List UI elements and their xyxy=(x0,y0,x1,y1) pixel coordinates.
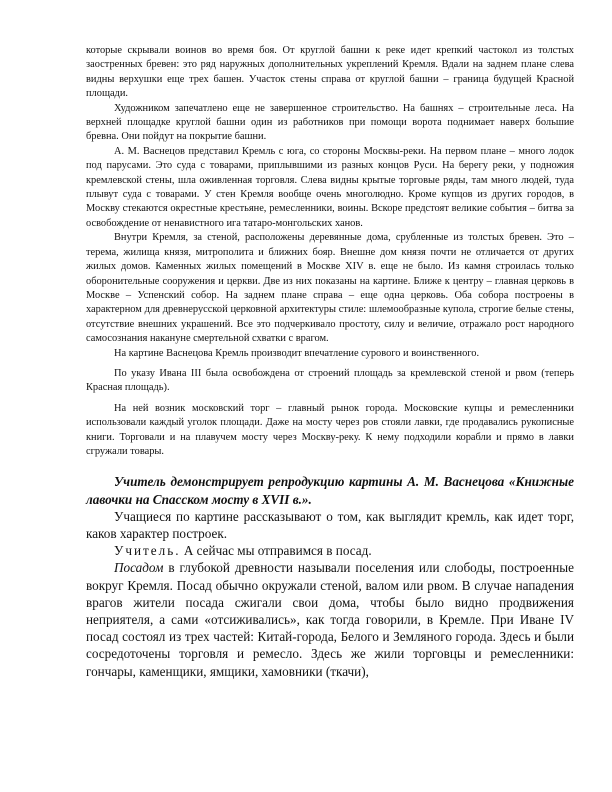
teacher-label: Учитель. xyxy=(114,543,181,559)
paragraph-towers: которые скрывали воинов во время боя. От круглой башни к реке идет крепкий частокол из толстых заостренных бревен: это ряд наружных дополнительных укреплений Кремля. Вдали на заднем плане слева видны верхушки еще трех башен. Участок стены справа от круглой башни – граница будущей Красной площади. xyxy=(86,45,574,100)
paragraph-inside-kremlin: Внутри Кремля, за стеной, расположены деревянные дома, срубленные из толстых бревен. Это – терема, жилища князя, митрополита и ближних бояр. Внешне дом князя почти не отличается от других жилых домов. Каменных жилых помещений в Москве XIV в. еще не было. Из камня строилась только оборонительные сооружения и церкви. Две из них показаны на картине. Ближе к центру – главная церковь в Москве – Успенский собор. На заднем плане справа – еще одна церковь. Оба собора построены в характерном для древнерусской церковной архитектуры стиле: шлемообразные купола, строгие белые стены, отсутствие внешних украшений. Все это подчеркивало простоту, силу и величие, отражало рост народного самосознания накануне смертельной схватки с врагом. xyxy=(86,232,574,345)
document-page xyxy=(86,44,574,680)
teacher-remark-text: А сейчас мы отправимся в посад. xyxy=(180,543,372,559)
teacher-demo-instruction: Учитель демонстрирует репродукцию картины А. М. Васнецова «Книжные лавочки на Спасском мосту в XVII в.». xyxy=(86,474,574,507)
posad-term: Посадом xyxy=(114,560,164,576)
paragraph-construction: Художником запечатлено еще не завершенное строительство. На башнях – строительные леса. На верхней площадке круглой башни один из работников при помощи ворота поднимает наверх большие бревна. Они пойдут на покрытие башни. xyxy=(86,102,574,143)
paragraph-vasnetsov-south: А. М. Васнецов представил Кремль с юга, со стороны Москвы-реки. На первом плане – много лодок под парусами. Это суда с товарами, приплывшими из разных концов Руси. На берегу реки, у подножия кремлевской стены, шла оживленная торговля. Слева видны крытые торговые ряды, там много людей, туда плывут суда с товарами. У стен Кремля вообще очень многолюдно. Кроме купцов из других городов, в Москву стекаются окрестные крестьяне, ремесленники, воины. Вскоре предстоят великие события – битва за освобождение от ненавистного ига татаро-монгольских ханов. xyxy=(86,145,574,229)
paragraph-moscow-market: На ней возник московский торг – главный рынок города. Московские купцы и ремесленники использовали каждый уголок площади. Даже на мосту через ров стояли лавки, где продавались рукописные книги. Торговали и на плавучем мосту через Москву-реку. К нему подходили корабли и прямо в лавки сгружали товары. xyxy=(86,402,574,457)
paragraph-impression: На картине Васнецова Кремль производит впечатление сурового и воинственного. xyxy=(114,347,480,359)
paragraph-ivan-decree: По указу Ивана III была освобождена от строений площадь за кремлевской стеной и рвом (теперь Красная площадь). xyxy=(86,367,574,394)
students-retell: Учащиеся по картине рассказывают о том, как выглядит кремль, как идет торг, каков характер построек. xyxy=(86,508,574,541)
teacher-remark xyxy=(86,542,574,559)
paragraph-posad xyxy=(86,559,574,679)
posad-text: в глубокой древности называли поселения или слободы, построенные вокруг Кремля. Посад обычно окружали стеной, валом или рвом. В случае нападения врагов жители посада сжигали свои дома, чтобы было видно продвижения неприятеля, а сами «отсиживались», как тогда говорили, в Кремле. При Иване IV посад состоял из трех частей: Китай-города, Белого и Земляного города. Здесь и были сосредоточены торговля и ремесло. Здесь же жили торговцы и ремесленники: гончары, каменщики, ямщики, хамовники (ткачи), xyxy=(86,560,574,679)
